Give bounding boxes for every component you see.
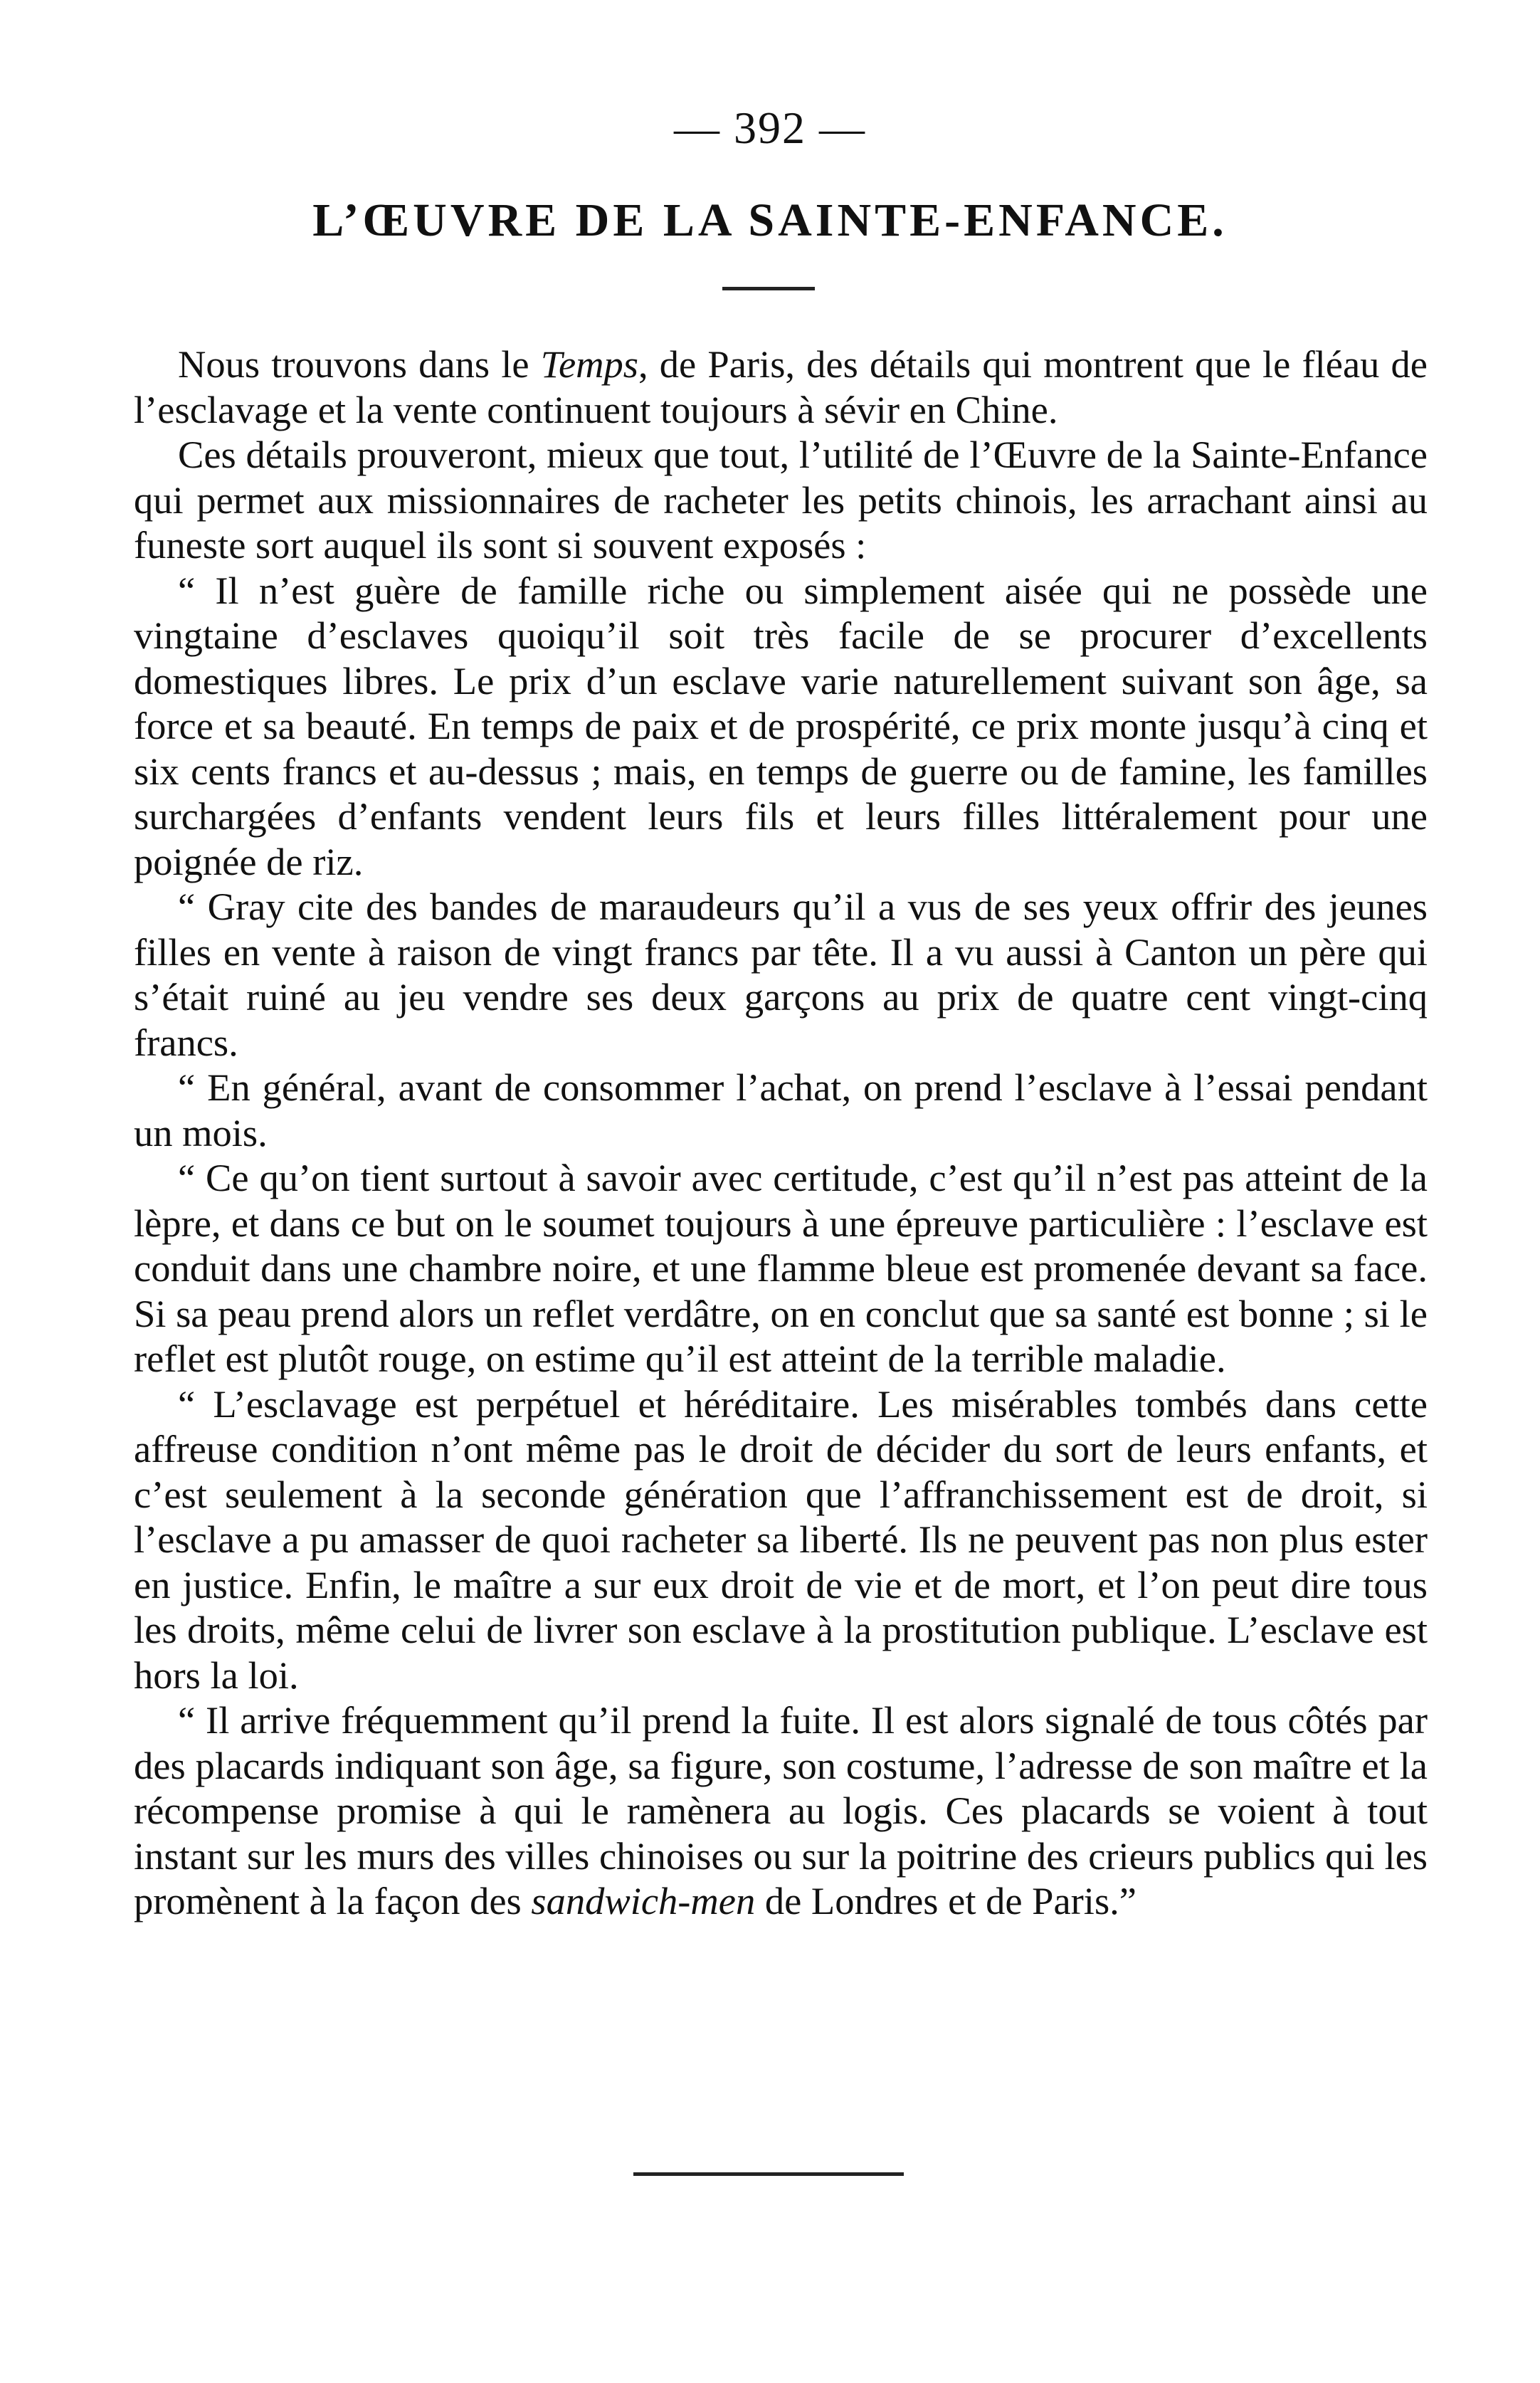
paragraph [134, 342, 1428, 432]
paragraph [134, 1155, 1428, 1382]
paragraph-text: de Londres et de Paris.” [755, 1879, 1136, 1922]
paragraph-text: “ Gray cite des bandes de maraudeurs qu’il a vus de ses yeux offrir des jeunes filles en vente à raison de vingt francs par tête. Il a vu aussi à Canton un père qui s’était ruiné au jeu vendre ses deux garçons au prix de quatre cent vingt-cinq francs. [134, 885, 1428, 1064]
italic-text: sandwich-men [531, 1879, 756, 1922]
paragraph-text: Ces détails prouveront, mieux que tout, l’utilité de l’Œuvre de la Sainte-Enfance qui permet aux missionnaires de racheter les petits chinois, les arrachant ainsi au funeste sort auquel ils sont si souvent exposés : [134, 433, 1428, 567]
page-number: — 392 — [674, 102, 866, 153]
paragraph-text: “ En général, avant de consommer l’achat, on prend l’esclave à l’essai pendant un mois. [134, 1066, 1428, 1154]
paragraph-text: “ Il arrive fréquemment qu’il prend la fuite. Il est alors signalé de tous côtés par des placards indiquant son âge, sa figure, son costume, l’adresse de son maître et la récompense promise à qui le ramènera au logis. Ces placards se voient à tout instant sur les murs des villes chinoises ou sur la poitrine des crieurs publics qui les promènent à la façon des [134, 1698, 1428, 1922]
article-body [134, 342, 1428, 1924]
paragraph [134, 432, 1428, 568]
paragraph-text: “ Il n’est guère de famille riche ou simplement aisée qui ne possède une vingtaine d’esclaves quoiqu’il soit très facile de se procurer d’excellents domestiques libres. Le prix d’un esclave varie naturellement suivant son âge, sa force et sa beauté. En temps de paix et de prospérité, ce prix monte jusqu’à cinq et six cents francs et au-dessus ; mais, en temps de guerre ou de famine, les familles surchargées d’enfants vendent leurs fils et leurs filles littéralement pour une poignée de riz. [134, 568, 1428, 883]
paragraph [134, 1698, 1428, 1924]
paragraph-text: , de Paris, des détails qui montrent que le fléau de l’esclavage et la vente continuent toujours à sévir en Chine. [134, 342, 1428, 431]
paragraph [134, 1065, 1428, 1155]
italic-text: Temps [540, 342, 639, 386]
article-title: L’ŒUVRE DE LA SAINTE-ENFANCE. [312, 194, 1228, 246]
paragraph-text: Nous trouvons dans le [178, 342, 541, 386]
paragraph [134, 884, 1428, 1065]
title-divider [722, 287, 815, 290]
paragraph [134, 568, 1428, 885]
paragraph-text: “ L’esclavage est perpétuel et héréditaire. Les misérables tombés dans cette affreuse condition n’ont même pas le droit de décider du sort de leurs enfants, et c’est seulement à la seconde génération que l’affranchissement est de droit, si l’esclave a pu amasser de quoi racheter sa liberté. Ils ne peuvent pas non plus ester en justice. Enfin, le maître a sur eux droit de vie et de mort, et l’on peut dire tous les droits, même celui de livrer son esclave à la prostitution publique. L’esclave est hors la loi. [134, 1382, 1428, 1697]
end-divider [633, 2172, 904, 2176]
paragraph-text: “ Ce qu’on tient surtout à savoir avec certitude, c’est qu’il n’est pas atteint de la lèpre, et dans ce but on le soumet toujours à une épreuve particulière : l’esclave est conduit dans une chambre noire, et une flamme bleue est promenée devant sa face. Si sa peau prend alors un reflet verdâtre, on en conclut que sa santé est bonne ; si le reflet est plutôt rouge, on estime qu’il est atteint de la terrible maladie. [134, 1156, 1428, 1380]
paragraph [134, 1382, 1428, 1698]
